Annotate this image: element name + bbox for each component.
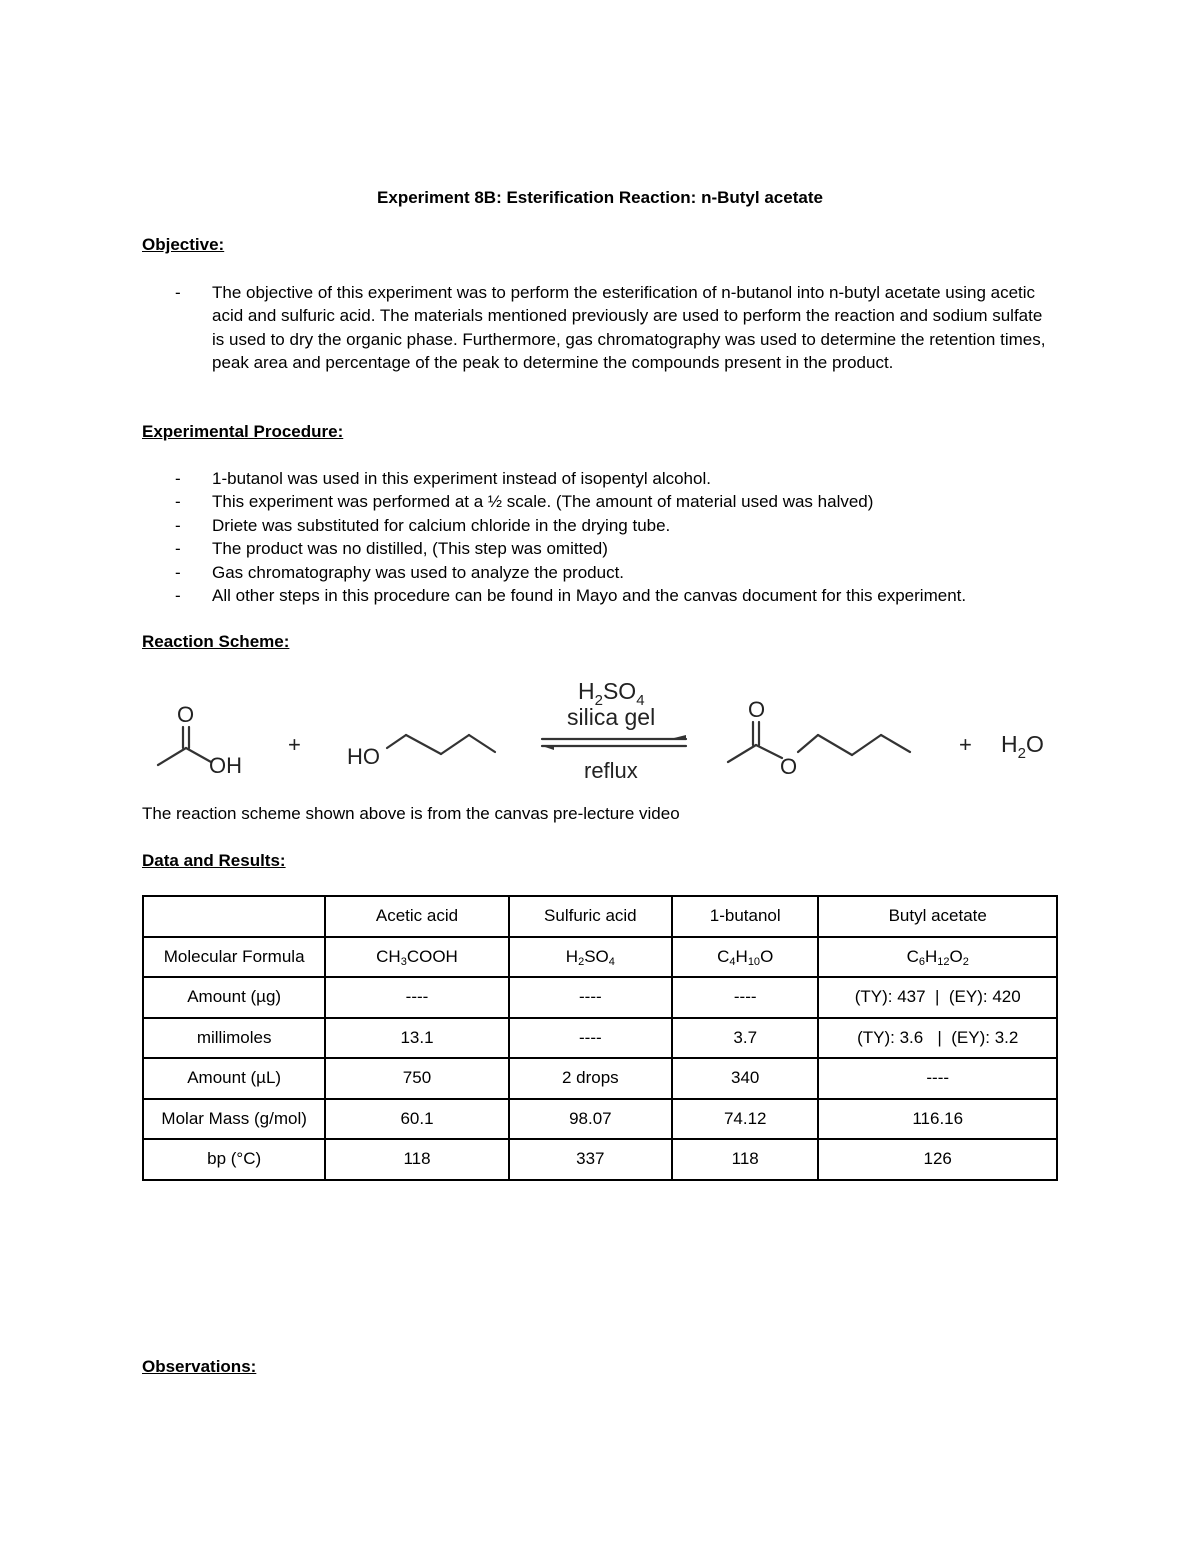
procedure-list — [142, 467, 1058, 607]
procedure-item: - Driete was substituted for calcium chloride in the drying tube. — [175, 515, 671, 535]
table-row-label: Amount (µL) — [143, 1058, 325, 1099]
table-row — [143, 977, 1057, 1018]
scheme-caption: The reaction scheme shown above is from the canvas pre-lecture video — [142, 804, 680, 823]
procedure-item: - This experiment was performed at a ½ scale. (The amount of material used was halved) — [175, 492, 874, 512]
formula-sulfuric-acid: $H_2SO_4$ — [509, 937, 672, 978]
condition-reflux: reflux — [584, 758, 638, 783]
table-cell: ---- — [509, 977, 672, 1018]
table-row-label: Molecular Formula — [143, 937, 325, 978]
table-header-cell — [143, 896, 325, 937]
results-heading: Data and Results: — [142, 851, 286, 870]
table-cell: 74.12 — [672, 1099, 818, 1140]
formula-acetic-acid: $CH_3COOH$ — [325, 937, 508, 978]
observations-heading: Observations: — [142, 1357, 257, 1376]
table-row — [143, 1018, 1057, 1059]
objective-list — [142, 281, 1058, 375]
plus-sign-1: + — [288, 732, 301, 757]
reaction-scheme — [156, 672, 1066, 787]
reverse-arrowhead — [542, 746, 554, 750]
table-cell: (TY): 3.6 | (EY): 3.2 — [818, 1018, 1057, 1059]
table-cell: 750 — [325, 1058, 508, 1099]
plus-sign-2: + — [959, 732, 972, 757]
table-cell: 340 — [672, 1058, 818, 1099]
table-row-label: Amount (µg) — [143, 977, 325, 1018]
table-cell: 2 drops — [509, 1058, 672, 1099]
ester-carbonyl-o: O — [748, 697, 766, 722]
table-cell: 118 — [672, 1139, 818, 1180]
water-label: $H_2O$ — [1001, 731, 1044, 762]
butanol-ho-label: HO — [347, 744, 380, 769]
table-header-row — [143, 896, 1057, 937]
procedure-item: - 1-butanol was used in this experiment instead of isopentyl alcohol. — [175, 469, 711, 488]
objective-heading: Objective: — [142, 235, 225, 254]
procedure-item: - Gas chromatography was used to analyze the product. — [175, 562, 625, 582]
table-cell: ---- — [325, 977, 508, 1018]
acid-oh-label: OH — [209, 753, 242, 778]
table-header-cell: Butyl acetate — [818, 896, 1057, 937]
table-header-cell: 1-butanol — [672, 896, 818, 937]
document-title: Experiment 8B: Esterification Reaction: n-Butyl acetate — [377, 188, 823, 207]
table-cell: 116.16 — [818, 1099, 1057, 1140]
scheme-heading: Reaction Scheme: — [142, 632, 290, 651]
catalyst-silica-gel: silica gel — [567, 704, 656, 730]
table-cell: ---- — [672, 977, 818, 1018]
results-table — [142, 895, 1058, 1181]
table-cell: 118 — [325, 1139, 508, 1180]
table-cell: 13.1 — [325, 1018, 508, 1059]
table-header-cell: Sulfuric acid — [509, 896, 672, 937]
table-cell: ---- — [818, 1058, 1057, 1099]
procedure-heading: Experimental Procedure: — [142, 422, 344, 441]
table-cell: 3.7 — [672, 1018, 818, 1059]
table-row — [143, 937, 1057, 978]
table-row-label: bp (°C) — [143, 1139, 325, 1180]
ester-bridge-o: O — [780, 754, 798, 779]
acid-carbonyl-o: O — [177, 702, 195, 727]
procedure-item: - All other steps in this procedure can be found in Mayo and the canvas document for this experiment. — [175, 586, 967, 606]
table-cell: (TY): 437 | (EY): 420 — [818, 977, 1057, 1018]
table-row — [143, 1099, 1057, 1140]
procedure-item: - The product was no distilled, (This step was omitted) — [175, 539, 608, 559]
table-cell: 337 — [509, 1139, 672, 1180]
catalyst-h2so4: $H_2SO_4$ — [578, 678, 645, 709]
table-cell: 98.07 — [509, 1099, 672, 1140]
formula-butanol: $C_4H_{10}O$ — [672, 937, 818, 978]
table-cell: 126 — [818, 1139, 1057, 1180]
table-row-label: millimoles — [143, 1018, 325, 1059]
table-row-label: Molar Mass (g/mol) — [143, 1099, 325, 1140]
table-cell: ---- — [509, 1018, 672, 1059]
objective-item: - The objective of this experiment was to perform the esterification of n-butanol into n-butyl acetate using acetic acid and sulfuric acid. The materials mentioned previously are used to perform the reaction and sodium sulfate is used to dry the organic phase. Furthermore, gas chromatography was used to determine the retention times, peak area and percentage of the peak to determine the compounds present in the product. — [175, 283, 1046, 373]
formula-butyl-acetate: $C_6H_{12}O_2$ — [818, 937, 1057, 978]
table-row — [143, 1139, 1057, 1180]
table-header-cell: Acetic acid — [325, 896, 508, 937]
table-cell: 60.1 — [325, 1099, 508, 1140]
table-row — [143, 1058, 1057, 1099]
